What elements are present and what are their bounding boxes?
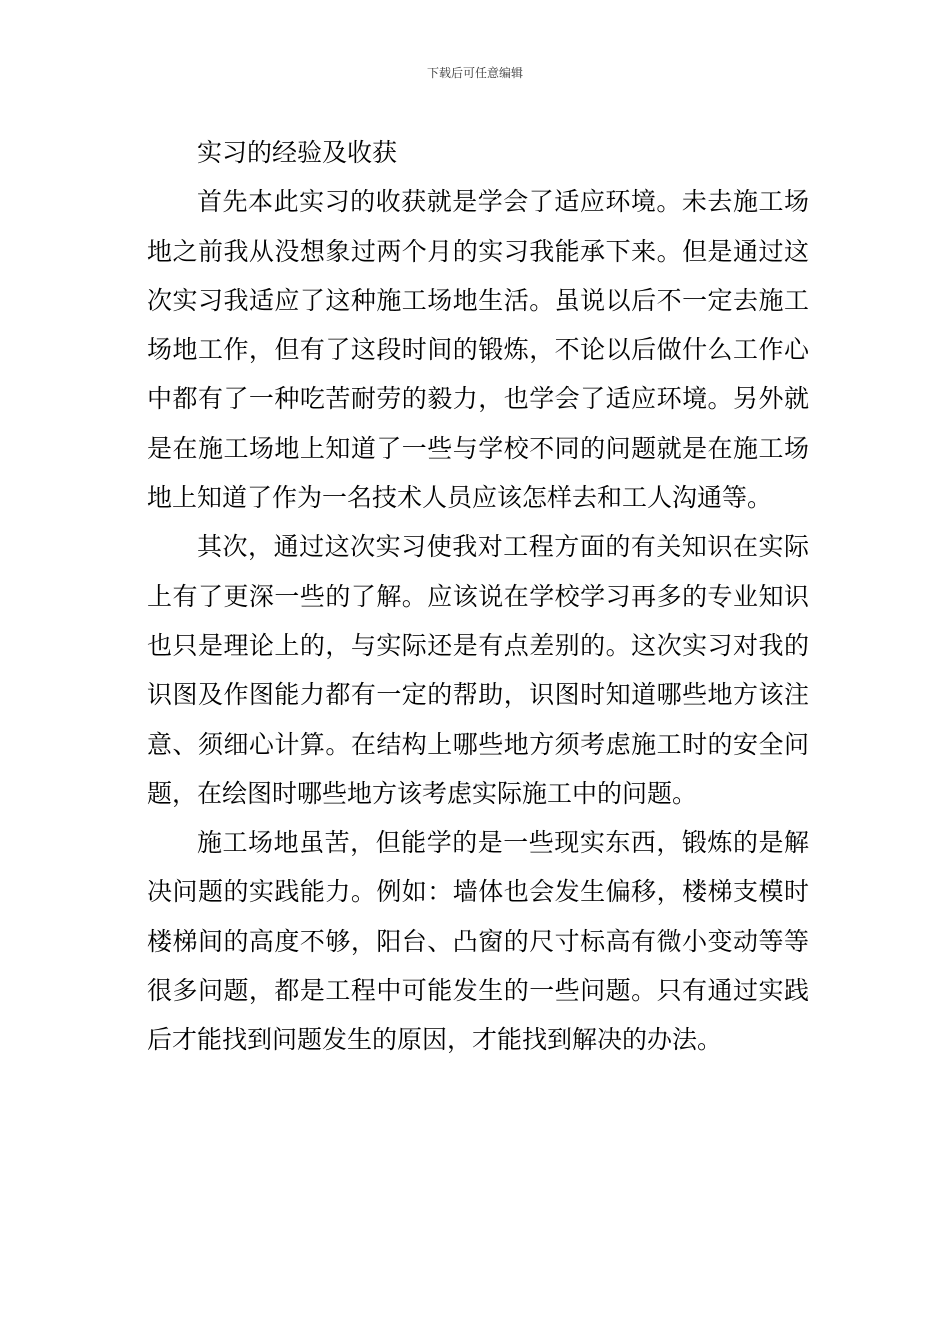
document-title: 实习的经验及收获 [197,138,398,167]
paragraph-1: 首先本此实习的收获就是学会了适应环境。未去施工场地之前我从没想象过两个月的实习我能承下来。但是通过这次实习我适应了这种施工场地生活。虽说以后不一定去施工场地工作，但有了这段时间的锻炼，不论以后做什么工作心中都有了一种吃苦耐劳的毅力，也学会了适应环境。另外就是在施工场地上知道了一些与学校不同的问题就是在施工场地上知道了作为一名技术人员应该怎样去和工人沟通等。 [147,187,809,513]
page-header-note: 下载后可任意编辑 [426,66,523,80]
paragraph-3: 施工场地虽苦，但能学的是一些现实东西，锻炼的是解决问题的实践能力。例如：墙体也会发生偏移，楼梯支模时楼梯间的高度不够，阳台、凸窗的尺寸标高有微小变动等等很多问题，都是工程中可能发生的一些问题。只有通过实践后才能找到问题发生的原因，才能找到解决的办法。 [147,828,809,1055]
document-body [147,128,809,1065]
paragraph-2: 其次，通过这次实习使我对工程方面的有关知识在实际上有了更深一些的了解。应该说在学校学习再多的专业知识也只是理论上的，与实际还是有点差别的。这次实习对我的识图及作图能力都有一定的帮助，识图时知道哪些地方该注意、须细心计算。在结构上哪些地方须考虑施工时的安全问题，在绘图时哪些地方该考虑实际施工中的问题。 [147,532,809,808]
